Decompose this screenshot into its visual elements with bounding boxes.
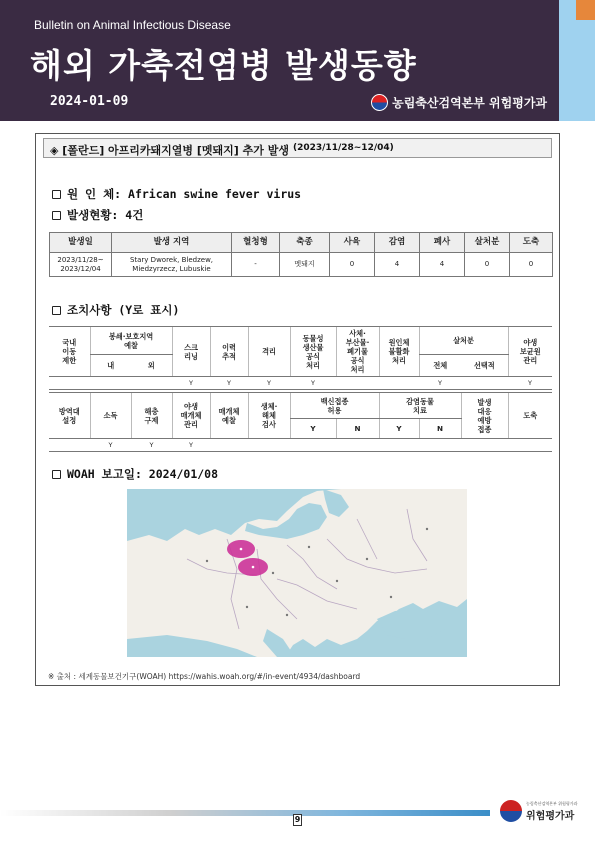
hdr-treat-n: N xyxy=(419,419,461,439)
organization xyxy=(371,94,547,111)
topic-period: (2023/11/28~12/04) xyxy=(292,143,394,153)
measures-table-bottom xyxy=(49,392,552,452)
hdr-official-dest: 동물성 생산물 공식 처리 xyxy=(290,327,336,377)
hdr-inactivation: 원인체 불활화 처리 xyxy=(379,327,419,377)
cell-slaughtered: 0 xyxy=(510,253,553,277)
table-row xyxy=(49,439,552,452)
footer-logo-small: 농림축산검역본부 위험평가과 xyxy=(526,800,578,806)
outbreak-header-row xyxy=(50,233,553,253)
hdr-vector-surv: 매개체 예찰 xyxy=(210,393,248,439)
col-header: 사육 xyxy=(330,233,375,253)
footer-gradient-line xyxy=(0,810,490,816)
hdr-wildlife-test: 생체· 해체 검사 xyxy=(248,393,290,439)
mark-cell: Y xyxy=(508,377,552,390)
hdr-slaughter: 도축 xyxy=(508,393,552,439)
hdr-vaccine-n: N xyxy=(336,419,379,439)
col-header: 도축 xyxy=(510,233,553,253)
europe-map-graphic xyxy=(127,489,467,657)
col-header: 폐사 xyxy=(420,233,465,253)
woah-line xyxy=(52,466,218,482)
hdr-zone-in: 내 xyxy=(90,355,131,377)
hdr-screening: 스크 리닝 xyxy=(172,327,210,377)
mark-cell xyxy=(508,439,552,452)
cell-date: 2023/11/28~ 2023/12/04 xyxy=(50,253,112,277)
hdr-culling: 살처분 xyxy=(419,327,508,355)
hdr-wild-vector: 야생 매개체 관리 xyxy=(172,393,210,439)
hdr-trace: 이력 추적 xyxy=(210,327,248,377)
cell-species: 멧돼지 xyxy=(280,253,330,277)
measures-table-top xyxy=(49,326,552,390)
pathogen-line xyxy=(52,186,301,202)
mark-cell: Y xyxy=(172,439,210,452)
accent-band-orange xyxy=(576,0,595,20)
hdr-treat-y: Y xyxy=(379,419,419,439)
mark-cell: Y xyxy=(172,377,210,390)
footer-logo-big: 위험평가과 xyxy=(526,810,575,822)
mark-cell xyxy=(419,439,461,452)
hdr-movement: 국내 이동 제한 xyxy=(49,327,90,377)
hdr-zoning: 방역대 설정 xyxy=(49,393,90,439)
hdr-quarantine: 격리 xyxy=(248,327,290,377)
hdr-treat: 감염동물 치료 xyxy=(379,393,461,419)
measures-title: 조치사항 (Y로 표시) xyxy=(67,303,180,317)
hdr-vaccine: 백신접종 허용 xyxy=(290,393,379,419)
cell-culled: 0 xyxy=(465,253,510,277)
bulletin-subtitle: Bulletin on Animal Infectious Disease xyxy=(34,18,231,32)
page-number: 9 xyxy=(294,815,301,824)
hdr-vector: 해충 구제 xyxy=(131,393,172,439)
mark-cell xyxy=(49,439,90,452)
topic-heading xyxy=(43,138,552,158)
checkbox-square-icon xyxy=(52,211,61,220)
woah-text: WOAH 보고일: 2024/01/08 xyxy=(67,467,219,481)
mark-cell xyxy=(248,439,290,452)
mark-cell: Y xyxy=(210,377,248,390)
mark-cell xyxy=(379,377,419,390)
mark-cell: Y xyxy=(90,439,131,452)
table-row xyxy=(50,253,553,277)
hdr-prevent: 발생 대응 예방 접종 xyxy=(461,393,508,439)
hdr-wildlife: 야생 보균원 관리 xyxy=(508,327,552,377)
mark-cell xyxy=(336,377,379,390)
mark-cell xyxy=(379,439,419,452)
col-header: 혈청형 xyxy=(232,233,280,253)
col-header: 축종 xyxy=(280,233,330,253)
organization-name: 농림축산검역본부 위험평가과 xyxy=(392,96,547,110)
mark-cell xyxy=(336,439,379,452)
hdr-zone: 봉쇄·보호지역 예찰 xyxy=(90,327,172,355)
hdr-cull-selective: 선택적 xyxy=(461,355,508,377)
source-note: ※ 출처 : 세계동물보건기구(WOAH) https://wahis.woah.org/#/in-event/4934/dashboard xyxy=(48,672,361,681)
outbreak-table xyxy=(49,232,553,277)
hdr-vaccine-y: Y xyxy=(290,419,336,439)
pathogen-text: 원 인 체: African swine fever virus xyxy=(67,187,302,201)
col-header: 감염 xyxy=(375,233,420,253)
mark-cell xyxy=(131,377,172,390)
hdr-disinfect: 소독 xyxy=(90,393,131,439)
cell-susceptible: 0 xyxy=(330,253,375,277)
measures-heading xyxy=(52,302,179,318)
hdr-cull-all: 전체 xyxy=(419,355,461,377)
cell-serotype: - xyxy=(232,253,280,277)
page-title: 해외 가축전염병 발생동향 xyxy=(30,46,417,85)
hdr-zone-out: 외 xyxy=(131,355,172,377)
government-emblem-icon xyxy=(500,800,522,822)
col-header: 발생일 xyxy=(50,233,112,253)
status-text: 발생현황: 4건 xyxy=(67,208,144,222)
cell-deaths: 4 xyxy=(420,253,465,277)
cell-region: Stary Dworek, Bledzew, Miedzyrzecz, Lubuskie xyxy=(112,253,232,277)
col-header: 살처분 xyxy=(465,233,510,253)
issue-date: 2024-01-09 xyxy=(50,94,129,109)
mark-cell xyxy=(49,377,90,390)
outbreak-map xyxy=(127,489,467,657)
table-row xyxy=(49,377,552,390)
mark-cell xyxy=(461,377,508,390)
mark-cell: Y xyxy=(419,377,461,390)
mark-cell xyxy=(290,439,336,452)
mark-cell: Y xyxy=(248,377,290,390)
mark-cell: Y xyxy=(290,377,336,390)
checkbox-square-icon xyxy=(52,190,61,199)
col-header: 발생 지역 xyxy=(112,233,232,253)
mark-cell xyxy=(461,439,508,452)
header-banner xyxy=(0,0,559,121)
topic-label: ◈ [폴란드] 아프리카돼지열병 [멧돼지] 추가 발생 xyxy=(50,144,289,157)
checkbox-square-icon xyxy=(52,470,61,479)
checkbox-square-icon xyxy=(52,306,61,315)
hdr-carcass: 사체· 부산물· 폐기물 공식 처리 xyxy=(336,327,379,377)
status-line xyxy=(52,207,143,223)
mark-cell: Y xyxy=(131,439,172,452)
cell-cases: 4 xyxy=(375,253,420,277)
mark-cell xyxy=(210,439,248,452)
government-emblem-icon xyxy=(371,94,388,111)
footer-logo xyxy=(500,800,578,822)
mark-cell xyxy=(90,377,131,390)
